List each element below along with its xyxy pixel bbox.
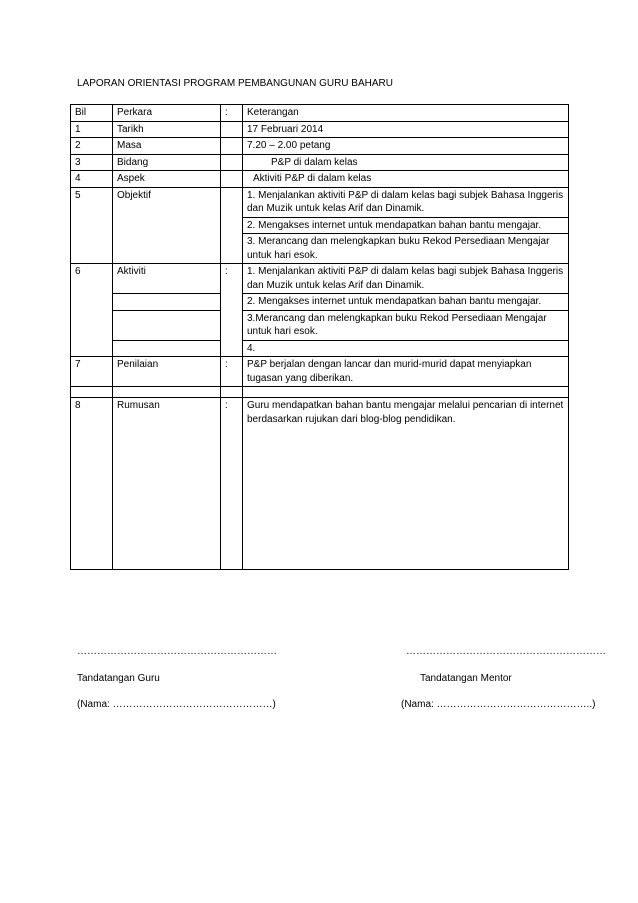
row-perkara: Penilaian: [113, 357, 221, 387]
row-perkara: Aktiviti: [113, 264, 221, 294]
table-row: [71, 121, 569, 138]
row-perkara: Rumusan: [113, 398, 221, 570]
table-row: [71, 357, 569, 387]
row-bil: [71, 294, 113, 311]
guru-name-field: (Nama: …………………………………………): [77, 699, 276, 710]
row-colon: [221, 294, 243, 311]
row-bil: 5: [71, 187, 113, 264]
row-bil: 7: [71, 357, 113, 387]
row-colon: [221, 138, 243, 155]
mentor-name-field: (Nama: ………………………………………..): [401, 699, 596, 710]
row-colon: [221, 121, 243, 138]
row-perkara: [113, 294, 221, 311]
row-perkara: Objektif: [113, 187, 221, 264]
row-perkara: Bidang: [113, 154, 221, 171]
row-perkara: Masa: [113, 138, 221, 155]
row-perkara: [113, 310, 221, 340]
table-row: [71, 154, 569, 171]
header-keterangan: Keterangan: [243, 105, 569, 122]
row-colon: :: [221, 264, 243, 294]
row-colon: [221, 387, 243, 398]
row-colon: [221, 171, 243, 188]
table-row: [71, 187, 569, 217]
aktiviti-item: 1. Menjalankan aktiviti P&P di dalam kelas bagi subjek Bahasa Inggeris dan Muzik untuk kelas Arif dan Dinamik.: [243, 264, 569, 294]
row-perkara: [113, 387, 221, 398]
guru-signature-label: Tandatangan Guru: [77, 673, 160, 684]
row-bil: 2: [71, 138, 113, 155]
guru-signature-line: ……………………………………………………: [77, 646, 277, 657]
mentor-signature-label: Tandatangan Mentor: [420, 673, 512, 684]
row-colon: [221, 154, 243, 171]
row-colon: :: [221, 398, 243, 570]
row-bil: 8: [71, 398, 113, 570]
table-row: [71, 340, 569, 357]
row-bil: 6: [71, 264, 113, 294]
table-row: [71, 398, 569, 570]
report-title: LAPORAN ORIENTASI PROGRAM PEMBANGUNAN GURU BAHARU: [77, 78, 393, 89]
table-row: [71, 310, 569, 340]
row-colon: [221, 340, 243, 357]
table-row: [71, 264, 569, 294]
row-bil: 1: [71, 121, 113, 138]
row-bil: 4: [71, 171, 113, 188]
row-keterangan: P&P di dalam kelas: [243, 154, 569, 171]
header-perkara: Perkara: [113, 105, 221, 122]
objektif-item: 2. Mengakses internet untuk mendapatkan bahan bantu mengajar.: [243, 217, 569, 234]
table-header-row: [71, 105, 569, 122]
row-keterangan: [243, 387, 569, 398]
row-bil: [71, 310, 113, 340]
row-keterangan: Aktiviti P&P di dalam kelas: [243, 171, 569, 188]
objektif-item: 1. Menjalankan aktiviti P&P di dalam kelas bagi subjek Bahasa Inggeris dan Muzik untuk kelas Arif dan Dinamik.: [243, 187, 569, 217]
row-bil: [71, 387, 113, 398]
row-colon: [221, 310, 243, 340]
row-perkara: Aspek: [113, 171, 221, 188]
row-keterangan: 7.20 – 2.00 petang: [243, 138, 569, 155]
row-keterangan: Guru mendapatkan bahan bantu mengajar melalui pencarian di internet berdasarkan rujukan dari blog-blog pendidikan.: [243, 398, 569, 570]
header-colon: :: [221, 105, 243, 122]
report-table: [70, 104, 569, 570]
row-perkara: [113, 340, 221, 357]
row-colon: [221, 187, 243, 264]
table-row: [71, 171, 569, 188]
table-row: [71, 138, 569, 155]
row-perkara: Tarikh: [113, 121, 221, 138]
table-row: [71, 387, 569, 398]
objektif-item: 3. Merancang dan melengkapkan buku Rekod Persediaan Mengajar untuk hari esok.: [243, 234, 569, 264]
row-keterangan: 17 Februari 2014: [243, 121, 569, 138]
header-bil: Bil: [71, 105, 113, 122]
aktiviti-item: 2. Mengakses internet untuk mendapatkan bahan bantu mengajar.: [243, 294, 569, 311]
row-bil: 3: [71, 154, 113, 171]
aktiviti-item: 3.Merancang dan melengkapkan buku Rekod Persediaan Mengajar untuk hari esok.: [243, 310, 569, 340]
aktiviti-item: 4.: [243, 340, 569, 357]
row-bil: [71, 340, 113, 357]
row-keterangan: P&P berjalan dengan lancar dan murid-murid dapat menyiapkan tugasan yang diberikan.: [243, 357, 569, 387]
table-row: [71, 294, 569, 311]
mentor-signature-line: ……………………………………………………: [406, 646, 606, 657]
row-colon: :: [221, 357, 243, 387]
